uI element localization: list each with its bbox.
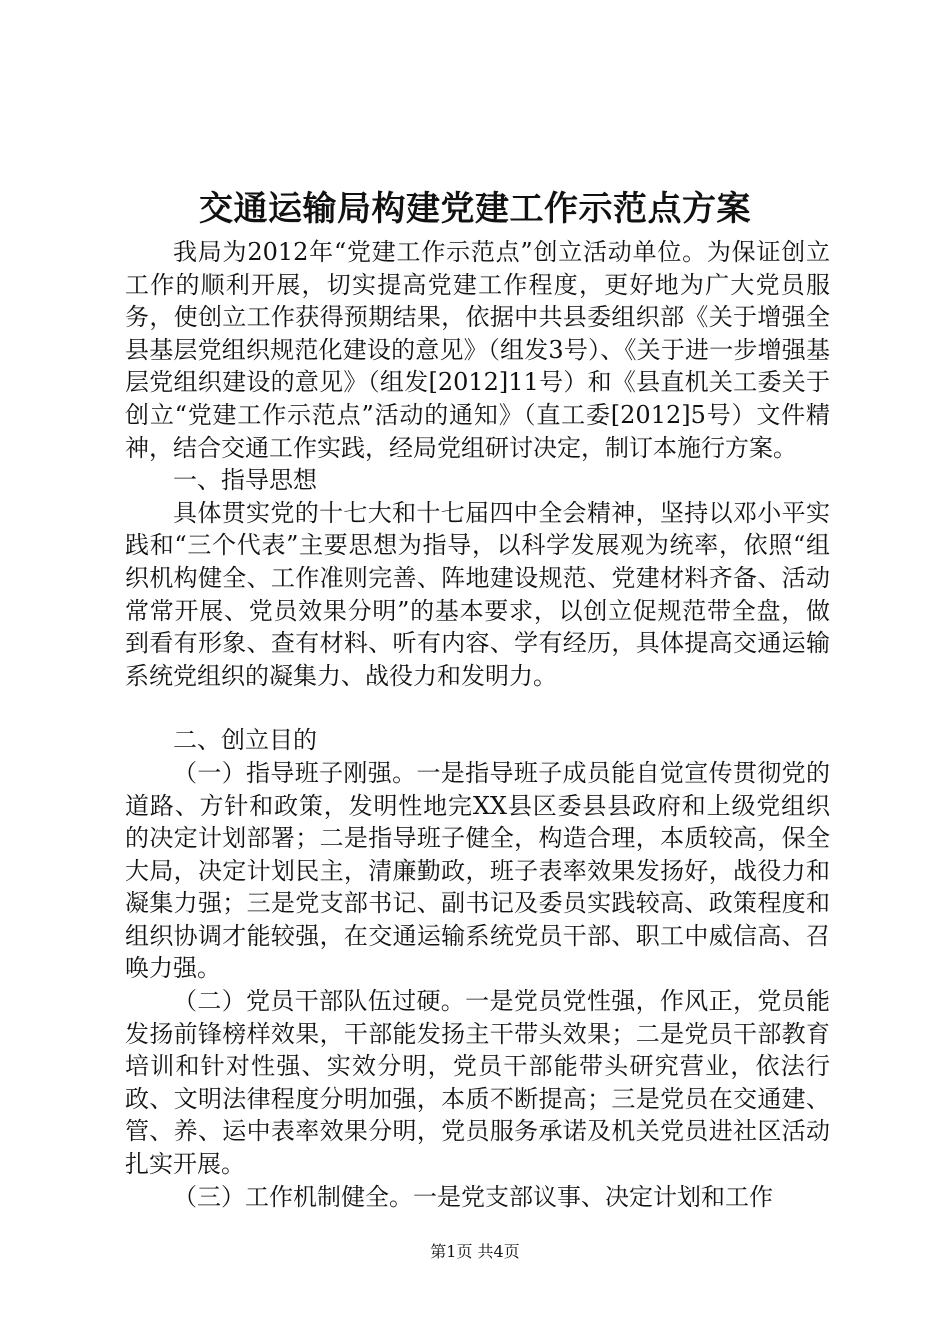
- section-heading-guiding-ideology: 一、指导思想: [173, 466, 317, 495]
- guiding-ideology-paragraph: 具体贯实党的十七大和十七届四中全会精神，坚持以邓小平实践和“三个代表”主要思想为指导，以科学发展观为统率，依照“组织机构健全、工作准则完善、阵地建设规范、党建材料齐备、活动常常开展、党员效果分明”的基本要求，以创立促规范带全盘，做到看有形象、查有材料、听有内容、学有经历，具体提高交通运输系统党组织的凝集力、战役力和发明力。: [125, 498, 830, 690]
- document-title: 交通运输局构建党建工作示范点方案: [199, 189, 751, 229]
- page-footer: 第1页 共4页: [430, 1242, 520, 1261]
- goal-paragraph-3: （三）工作机制健全。一是党支部议事、决定计划和工作: [173, 1182, 773, 1211]
- intro-paragraph: 我局为2012年“党建工作示范点”创立活动单位。为保证创立工作的顺利开展，切实提高党建工作程度，更好地为广大党员服务，使创立工作获得预期结果，依据中共县委组织部《关于增强全县基层党组织规范化建设的意见》（组发3号）、《关于进一步增强基层党组织建设的意见》（组发[2012]11号）和《县直机关工委关于创立“党建工作示范点”活动的通知》（直工委[2012]5号）文件精神，结合交通工作实践，经局党组研讨决定，制订本施行方案。: [125, 238, 830, 462]
- document-body: [125, 236, 830, 1213]
- paragraph-spacer: [125, 692, 830, 724]
- goal-paragraph-2: （二）党员干部队伍过硬。一是党员党性强，作风正，党员能发扬前锋榜样效果，干部能发扬主干带头效果；二是党员干部教育培训和针对性强、实效分明，党员干部能带头研究营业，依法行政、文明法律程度分明加强，本质不断提高；三是党员在交通建、管、养、运中表率效果分明，党员服务承诺及机关党员进社区活动扎实开展。: [125, 987, 830, 1179]
- goal-paragraph-1: （一）指导班子刚强。一是指导班子成员能自觉宣传贯彻党的道路、方针和政策，发明性地完XX县区委县县政府和上级党组织的决定计划部署；二是指导班子健全，构造合理，本质较高，保全大局，决定计划民主，清廉勤政，班子表率效果发扬好，战役力和凝集力强；三是党支部书记、副书记及委员实践较高、政策程度和组织协调才能较强，在交通运输系统党员干部、职工中威信高、召唤力强。: [125, 758, 830, 983]
- section-heading-goals: 二、创立目的: [173, 726, 317, 755]
